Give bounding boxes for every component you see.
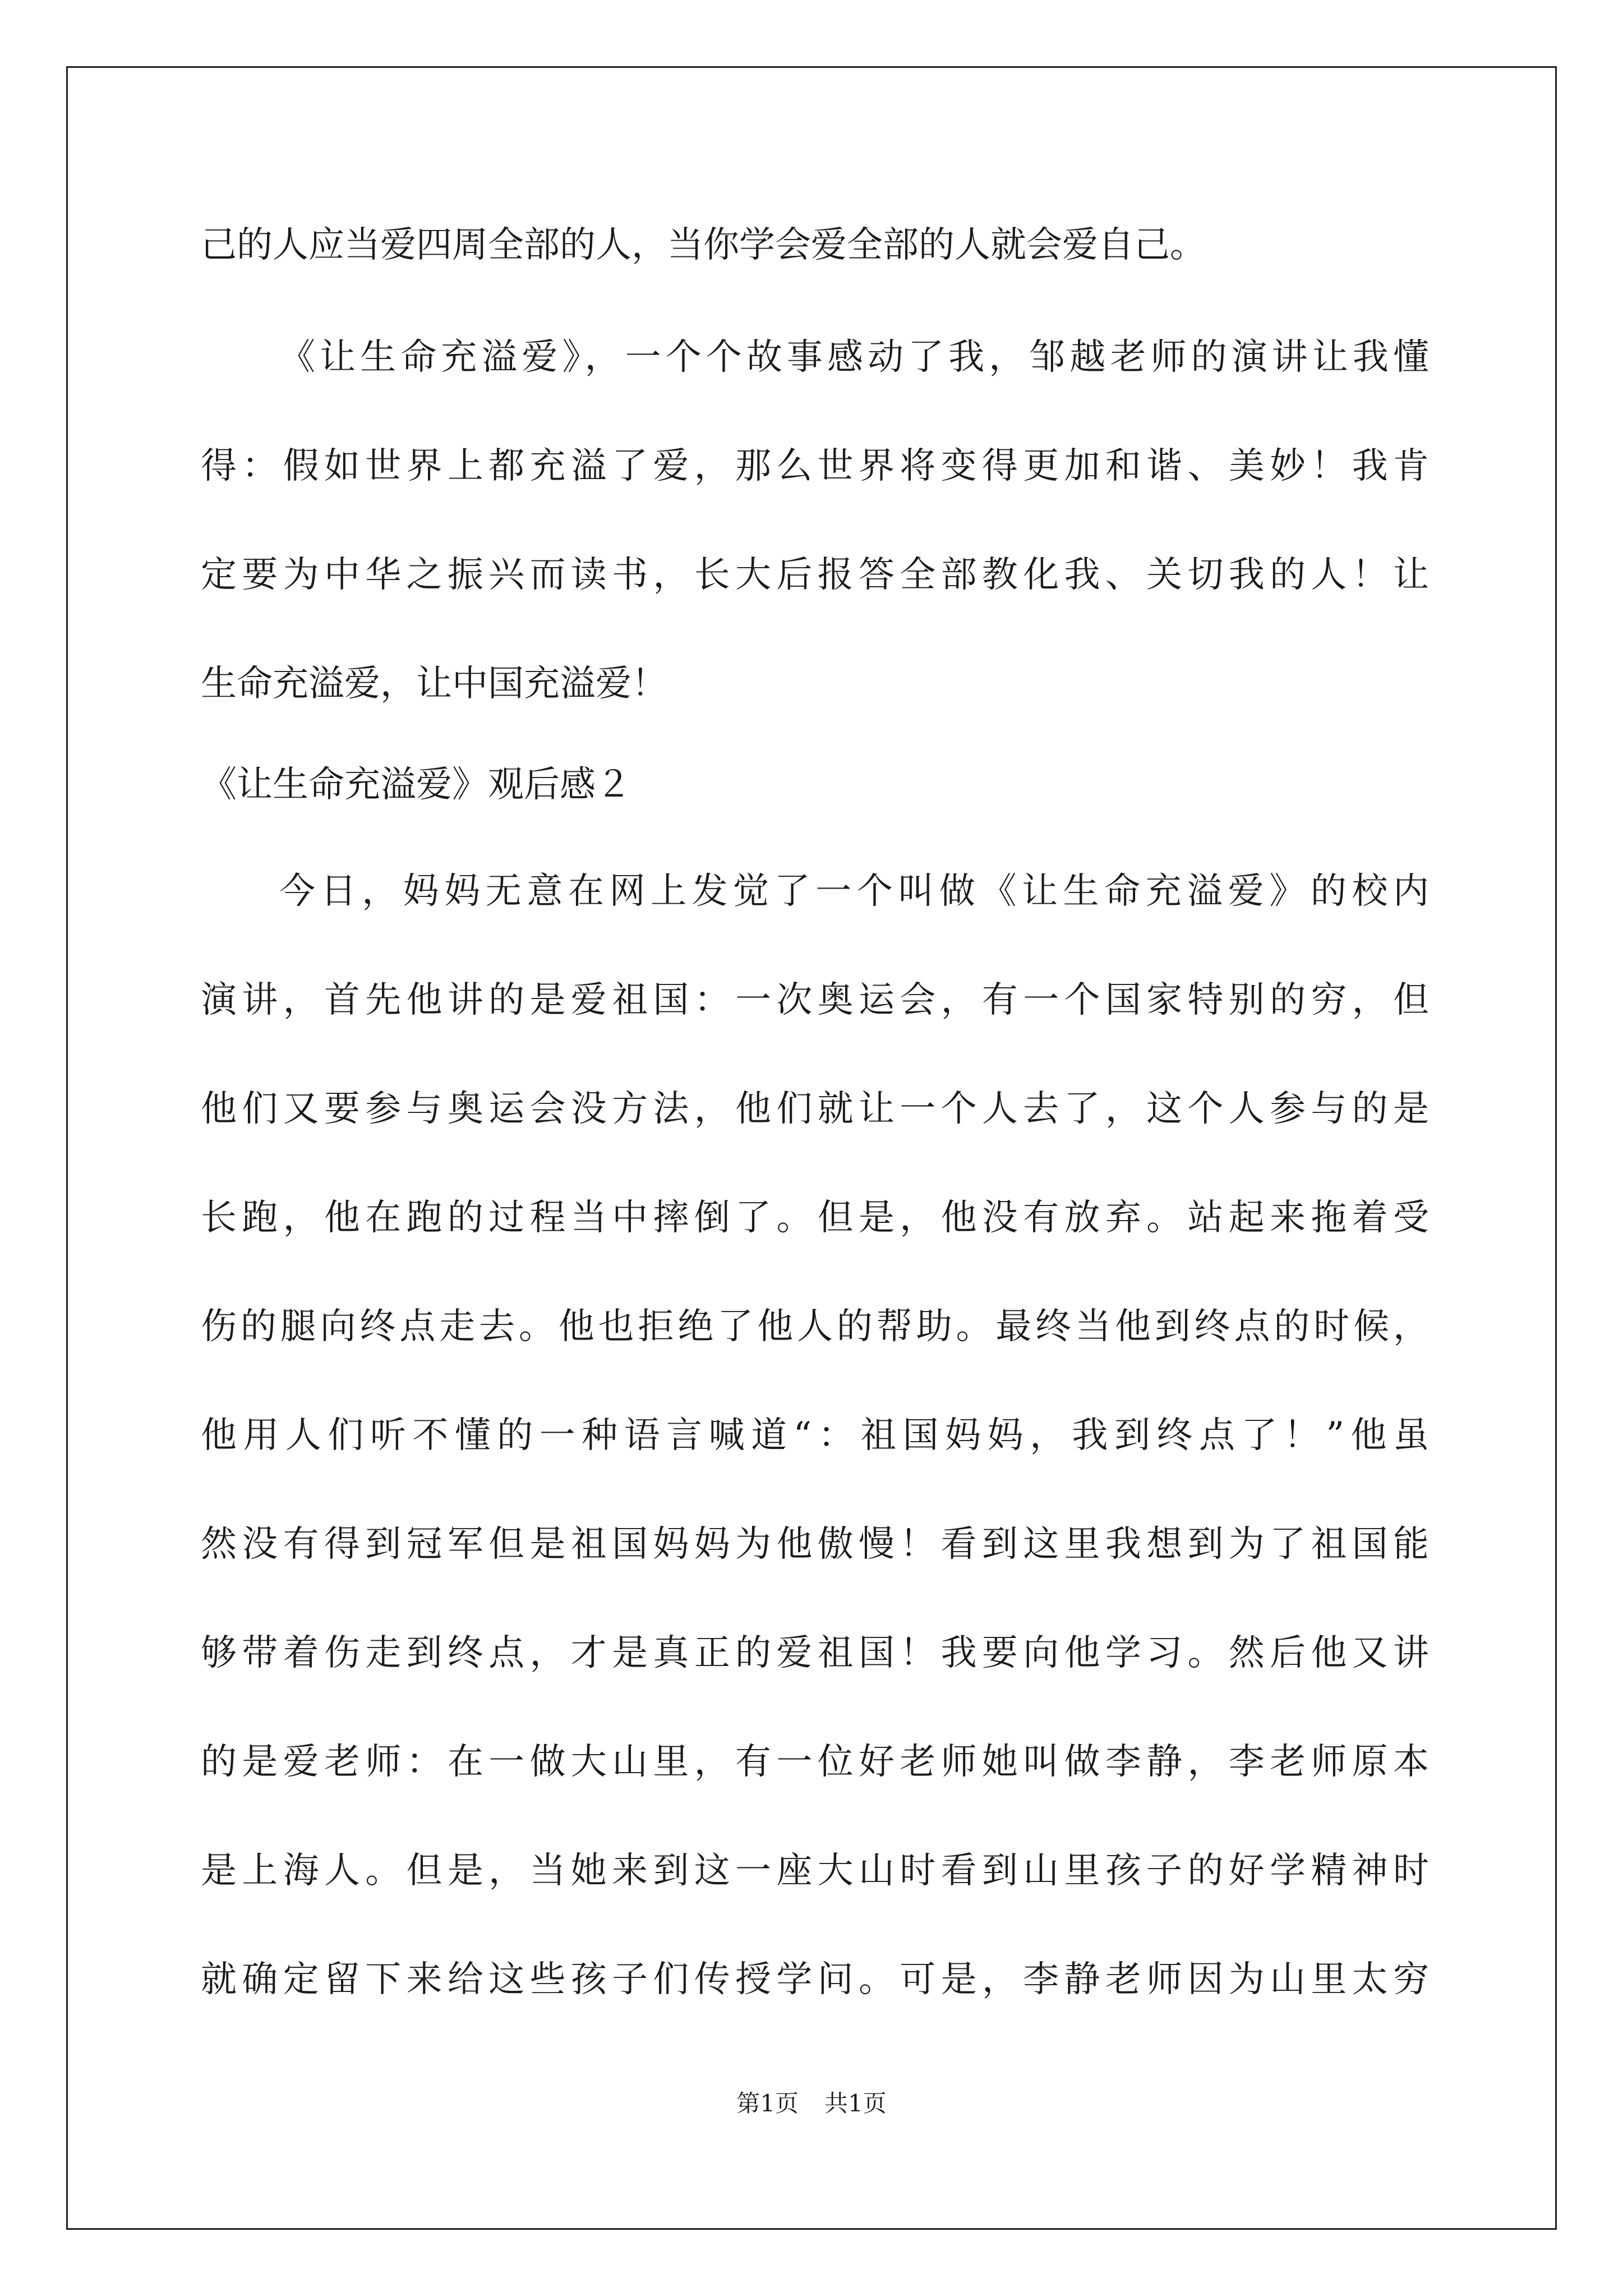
paragraph-line: 然没有得到冠军但是祖国妈妈为他傲慢！看到这里我想到为了祖国能 xyxy=(201,1524,1429,1565)
paragraph-line: 他们又要参与奥运会没方法，他们就让一个人去了，这个人参与的是 xyxy=(201,1088,1429,1130)
paragraph-line: 够带着伤走到终点，才是真正的爱祖国！我要向他学习。然后他又讲 xyxy=(201,1632,1429,1674)
paragraph-line: 得：假如世界上都充溢了爱，那么世界将变得更加和谐、美妙！我肯 xyxy=(201,445,1429,487)
page-number-total: 共1页 xyxy=(824,2090,887,2117)
paragraph-line: 就确定留下来给这些孩子们传授学问。可是，李静老师因为山里太穷 xyxy=(201,1959,1429,2000)
paragraph-line: 生命充溢爱，让中国充溢爱！ xyxy=(201,663,667,705)
paragraph-line: 是上海人。但是，当她来到这一座大山时看到山里孩子的好学精神时 xyxy=(201,1850,1429,1892)
paragraph-line: 《让生命充溢爱》，一个个故事感动了我，邹越老师的演讲让我懂 xyxy=(279,337,1429,378)
paragraph-line: 伤的腿向终点走去。他也拒绝了他人的帮助。最终当他到终点的时候， xyxy=(201,1306,1429,1347)
page-border xyxy=(66,66,1557,2230)
paragraph-line: 长跑，他在跑的过程当中摔倒了。但是，他没有放弃。站起来拖着受 xyxy=(201,1197,1429,1239)
paragraph-line: 演讲，首先他讲的是爱祖国：一次奥运会，有一个国家特别的穷，但 xyxy=(201,979,1429,1021)
page-number-current: 第1页 xyxy=(736,2090,799,2117)
paragraph-line: 定要为中华之振兴而读书，长大后报答全部教化我、关切我的人！让 xyxy=(201,554,1429,596)
paragraph-line: 他用人们听不懂的一种语言喊道“：祖国妈妈，我到终点了！”他虽 xyxy=(201,1415,1429,1456)
paragraph-line: 的是爱老师：在一做大山里，有一位好老师她叫做李静，李老师原本 xyxy=(201,1741,1429,1783)
page-footer xyxy=(0,2087,1623,2120)
paragraph-line: 今日，妈妈无意在网上发觉了一个叫做《让生命充溢爱》的校内 xyxy=(279,871,1429,912)
paragraph-line: 己的人应当爱四周全部的人，当你学会爱全部的人就会爱自己。 xyxy=(201,224,1206,266)
section-heading: 《让生命充溢爱》观后感２ xyxy=(201,764,631,806)
